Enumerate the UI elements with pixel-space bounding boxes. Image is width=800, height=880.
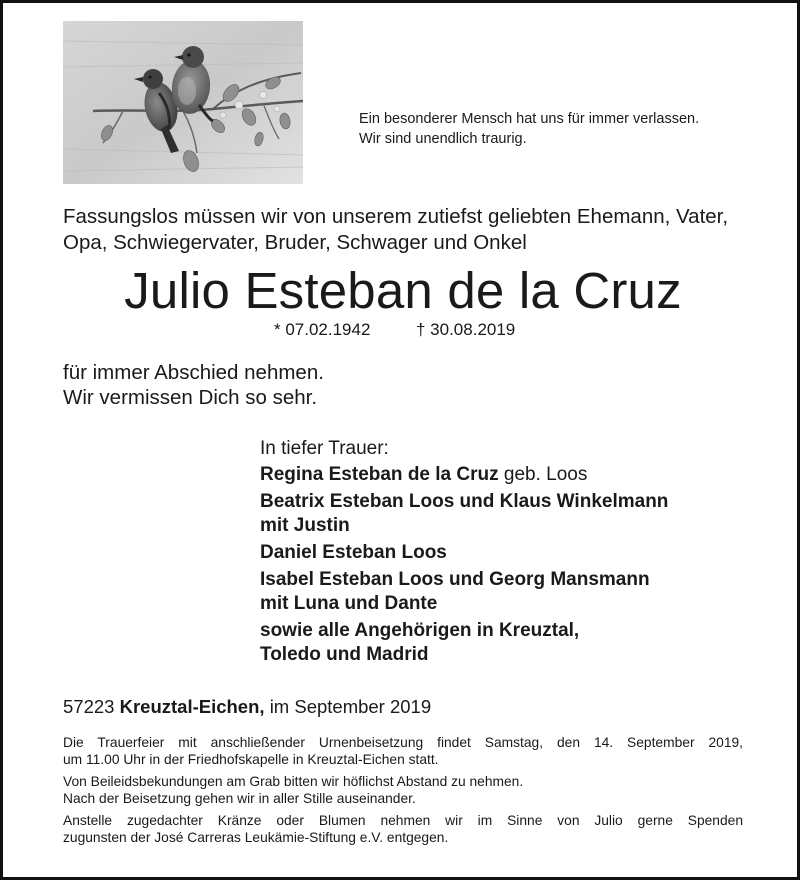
note-line: Die Trauerfeier mit anschließender Urnenbeisetzung findet Samstag, den 14. September 2019, bbox=[63, 735, 743, 750]
mourner-name: Regina Esteban de la Cruz bbox=[260, 464, 499, 485]
quote-line-2: Wir sind unendlich traurig. bbox=[359, 131, 527, 147]
intro-text bbox=[63, 204, 728, 256]
postal-code: 57223 bbox=[63, 696, 115, 717]
mourner-name-suffix: geb. Loos bbox=[498, 464, 588, 485]
birth-date: * 07.02.1942 bbox=[274, 320, 371, 339]
intro-line-2: Opa, Schwiegervater, Bruder, Schwager und Onkel bbox=[63, 231, 527, 254]
farewell-line-2: Wir vermissen Dich so sehr. bbox=[63, 386, 318, 409]
mourner-line: sowie alle Angehörigen in Kreuztal, bbox=[260, 620, 580, 641]
quote-line-1: Ein besonderer Mensch hat uns für immer verlassen. bbox=[359, 111, 700, 127]
mourners-list bbox=[260, 436, 668, 670]
opening-quote bbox=[359, 109, 699, 149]
note-line: Von Beileidsbekundungen am Grab bitten wir höflichst Abstand zu nehmen. bbox=[63, 774, 524, 789]
farewell-line-1: für immer Abschied nehmen. bbox=[63, 361, 324, 384]
note-line: Anstelle zugedachter Kränze oder Blumen nehmen wir im Sinne von Julio gerne Spenden bbox=[63, 813, 743, 828]
note-line: Nach der Beisetzung gehen wir in aller Stille auseinander. bbox=[63, 791, 416, 806]
mourner-entry bbox=[260, 541, 668, 565]
mourner-line: mit Justin bbox=[260, 515, 350, 536]
mourner-line: Isabel Esteban Loos und Georg Mansmann bbox=[260, 569, 650, 590]
mourner-line: Daniel Esteban Loos bbox=[260, 542, 447, 563]
deceased-name: Julio Esteban de la Cruz bbox=[124, 262, 682, 319]
mourner-line: mit Luna und Dante bbox=[260, 593, 438, 614]
mourner-entry bbox=[260, 463, 668, 487]
mourners-heading: In tiefer Trauer: bbox=[260, 438, 389, 459]
note-line: zugunsten der José Carreras Leukämie-Stiftung e.V. entgegen. bbox=[63, 830, 449, 845]
place-name: Kreuztal-Eichen, bbox=[119, 696, 265, 717]
death-date: † 30.08.2019 bbox=[416, 320, 516, 339]
condolence-note bbox=[63, 773, 743, 807]
birds-on-branch-image bbox=[63, 21, 303, 184]
intro-line-1: Fassungslos müssen wir von unserem zutiefst geliebten Ehemann, Vater, bbox=[63, 205, 729, 228]
notice-date: im September 2019 bbox=[269, 696, 432, 717]
mourner-entry bbox=[260, 619, 668, 667]
mourner-entry bbox=[260, 568, 668, 616]
mourner-entry bbox=[260, 490, 668, 538]
farewell-text bbox=[63, 360, 324, 410]
birds-on-branch-illustration bbox=[63, 21, 303, 184]
mourner-line: Toledo und Madrid bbox=[260, 644, 429, 665]
note-line: um 11.00 Uhr in der Friedhofskapelle in Kreuztal-Eichen statt. bbox=[63, 752, 439, 767]
mourner-line: Beatrix Esteban Loos und Klaus Winkelmann bbox=[260, 491, 669, 512]
donation-note bbox=[63, 812, 743, 846]
place-and-date bbox=[63, 695, 431, 719]
funeral-notes bbox=[63, 734, 743, 851]
funeral-service-note bbox=[63, 734, 743, 768]
